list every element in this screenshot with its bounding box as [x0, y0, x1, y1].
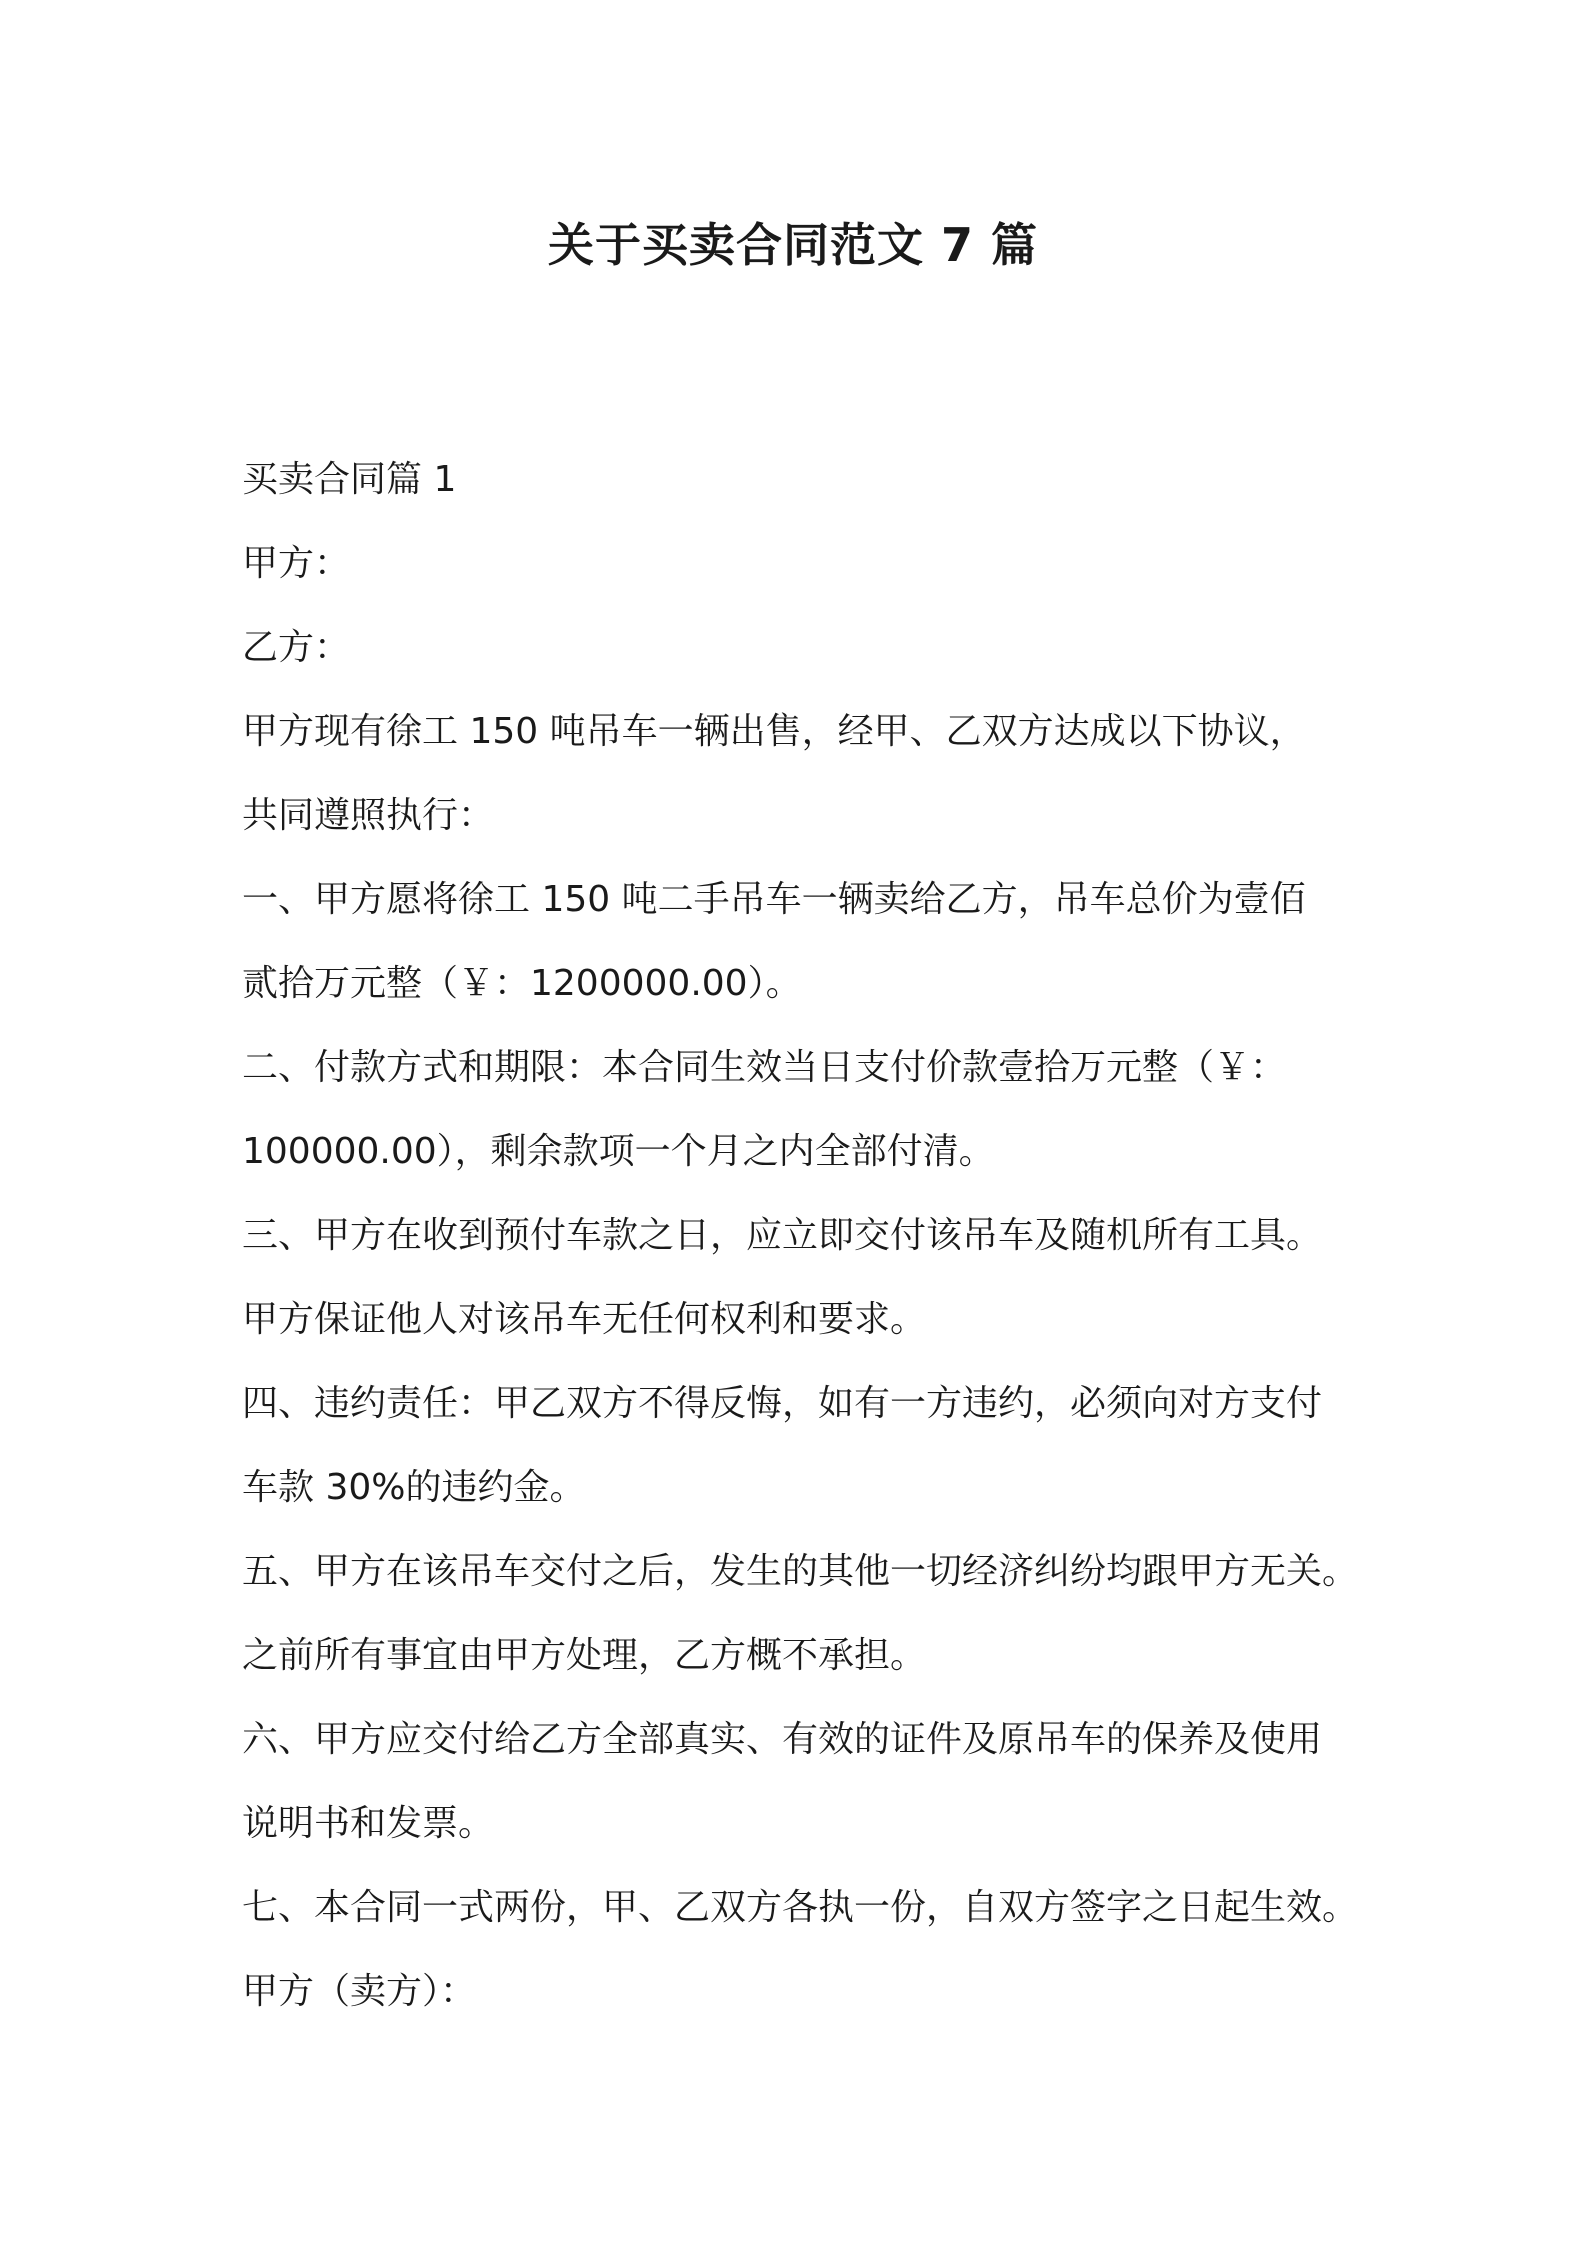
- clause-line: 五、甲方在该吊车交付之后，发生的其他一切经济纠纷均跟甲方无关。: [242, 1551, 1359, 1592]
- paragraph-line: 甲方现有徐工 150 吨吊车一辆出售，经甲、乙双方达成以下协议，: [242, 711, 1306, 752]
- party-a-label: 甲方：: [242, 543, 351, 584]
- paragraph-line: 共同遵照执行：: [242, 795, 495, 836]
- clause-line: 说明书和发票。: [242, 1803, 495, 1844]
- clause-line: 车款 30%的违约金。: [242, 1467, 586, 1508]
- clause-line: 贰拾万元整（￥：1200000.00）。: [242, 963, 802, 1004]
- clause-line: 三、甲方在收到预付车款之日，应立即交付该吊车及随机所有工具。: [242, 1215, 1323, 1256]
- clause-line: 六、甲方应交付给乙方全部真实、有效的证件及原吊车的保养及使用: [242, 1719, 1323, 1760]
- document-body: [242, 438, 1362, 2034]
- document-title: 关于买卖合同范文 7 篇: [547, 218, 1039, 272]
- clause-line: 七、本合同一式两份，甲、乙双方各执一份，自双方签字之日起生效。: [242, 1887, 1359, 1928]
- clause-line: 四、违约责任：甲乙双方不得反悔，如有一方违约，必须向对方支付: [242, 1383, 1323, 1424]
- clause-line: 二、付款方式和期限：本合同生效当日支付价款壹拾万元整（￥：: [242, 1047, 1287, 1088]
- clause-line: 100000.00），剩余款项一个月之内全部付清。: [242, 1131, 995, 1172]
- clause-line: 之前所有事宜由甲方处理，乙方概不承担。: [242, 1635, 927, 1676]
- section-heading: 买卖合同篇 1: [242, 459, 457, 500]
- seller-signature-label: 甲方（卖方）：: [242, 1971, 477, 2012]
- party-b-label: 乙方：: [242, 627, 351, 668]
- clause-line: 一、甲方愿将徐工 150 吨二手吊车一辆卖给乙方，吊车总价为壹佰: [242, 879, 1306, 920]
- clause-line: 甲方保证他人对该吊车无任何权利和要求。: [242, 1299, 927, 1340]
